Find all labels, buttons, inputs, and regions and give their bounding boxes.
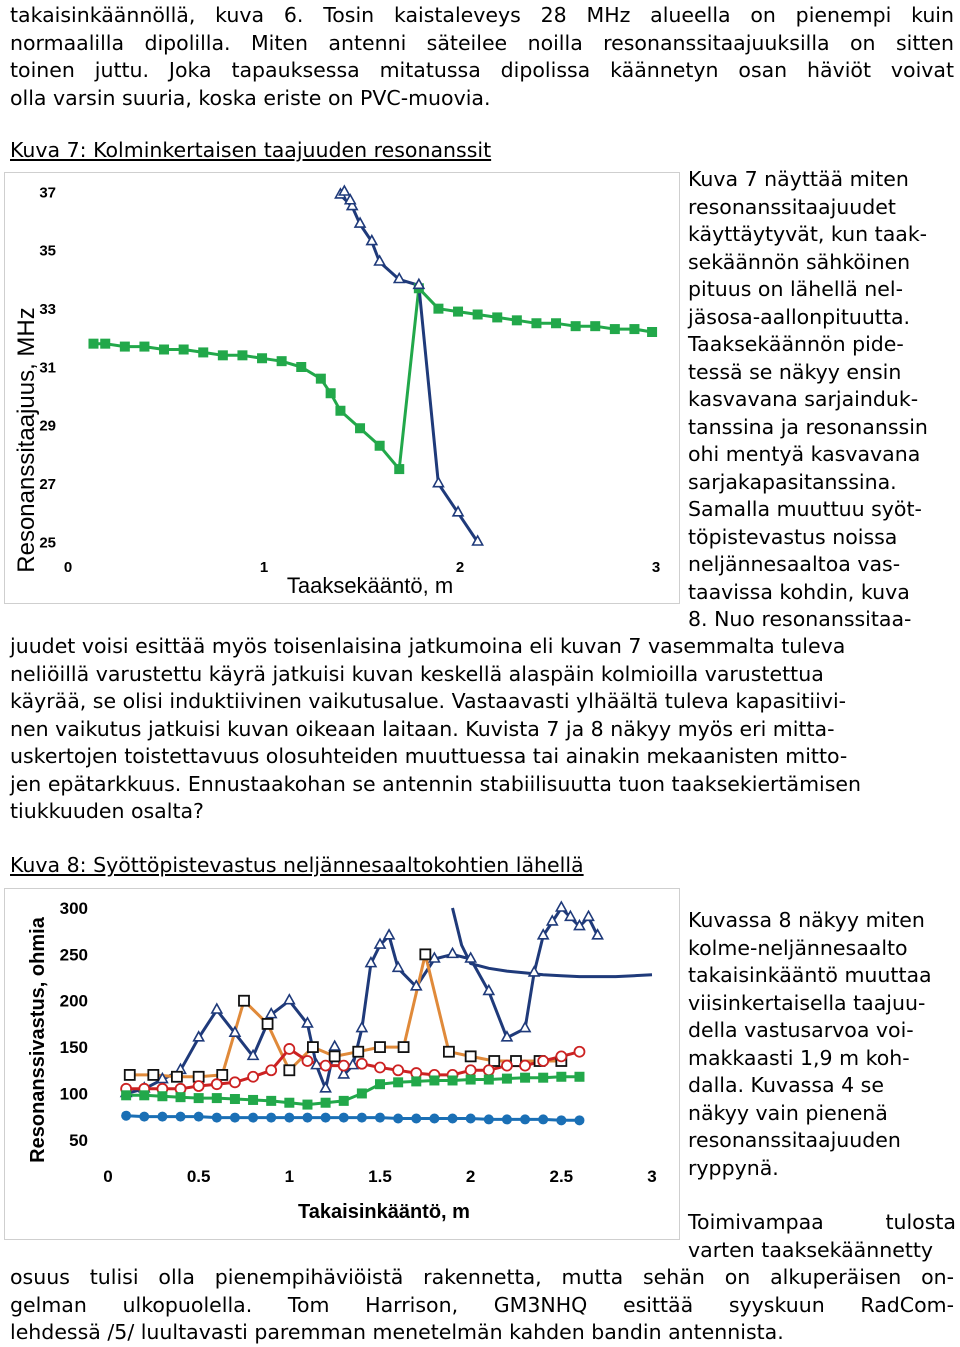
- data-point: [444, 1047, 454, 1057]
- data-point: [248, 1072, 258, 1082]
- data-point: [248, 1113, 258, 1123]
- y-tick-label: 300: [59, 898, 88, 918]
- chart-7-frame: [5, 173, 680, 604]
- data-point: [120, 342, 130, 352]
- data-point: [179, 345, 189, 355]
- data-point: [551, 318, 561, 328]
- data-point: [484, 1075, 494, 1085]
- side-line: pituus on lähellä nel-: [688, 277, 904, 301]
- data-point: [330, 1051, 340, 1061]
- data-point: [647, 327, 657, 337]
- data-point: [502, 1074, 512, 1084]
- data-point: [466, 1075, 476, 1085]
- data-point: [284, 1065, 294, 1075]
- data-point: [538, 1114, 548, 1124]
- figure-7-chart: [4, 172, 680, 604]
- data-point: [520, 1114, 530, 1124]
- data-point: [357, 1059, 367, 1069]
- data-point: [159, 345, 169, 355]
- data-point: [284, 1113, 294, 1123]
- data-point: [198, 347, 208, 357]
- x-tick-label: 3: [651, 559, 661, 576]
- data-point: [339, 1096, 349, 1106]
- side-line: Toimivampaa tulosta: [688, 1210, 956, 1234]
- figure-7-caption: Kuva 7: Kolminkertaisen taajuuden resonanssit: [10, 138, 492, 162]
- side-line: ryppynä.: [688, 1155, 779, 1180]
- data-point: [321, 1098, 331, 1108]
- data-point: [212, 1093, 222, 1103]
- mid-line: uskertojen toistettavuus olosuhteiden muuttuessa tai ainakin mekaanisten mitto-: [10, 744, 848, 768]
- data-point: [139, 342, 149, 352]
- data-point: [453, 307, 463, 317]
- intro-line: toinen juttu. Joka tapauksessa mitatussa dipolissa käännetyn osan häviöt voivat: [10, 58, 954, 82]
- data-point: [266, 1113, 276, 1123]
- data-point: [610, 324, 620, 334]
- data-point: [399, 1042, 409, 1052]
- data-point: [473, 310, 483, 320]
- data-point: [520, 1073, 530, 1083]
- side-line: varten taaksekäännetty: [688, 1237, 934, 1262]
- y-axis-label: Resonanssivastus, ohmia: [27, 917, 49, 1163]
- side-line: 8. Nuo resonanssitaa-: [688, 607, 912, 631]
- intro-line: takaisinkäännöllä, kuva 6. Tosin kaistaleveys 28 MHz alueella on pienempi kuin: [10, 3, 954, 27]
- side-line: dalla. Kuvassa 4 se: [688, 1073, 884, 1097]
- data-point: [139, 1112, 149, 1122]
- data-point: [484, 1114, 494, 1124]
- x-tick-label: 1.5: [368, 1167, 392, 1186]
- data-point: [172, 1072, 182, 1082]
- data-point: [556, 1115, 566, 1125]
- data-point: [466, 1065, 476, 1075]
- mid-line: tiukkuuden osalta?: [10, 799, 204, 823]
- side-line: resonanssitaajuudet: [688, 194, 896, 219]
- y-axis-label: Resonanssitaajuus, MHz: [13, 307, 40, 573]
- data-point: [538, 1056, 548, 1066]
- data-point: [321, 1113, 331, 1123]
- data-point: [239, 996, 249, 1006]
- y-tick-label: 200: [59, 991, 88, 1011]
- data-point: [321, 1061, 331, 1071]
- data-point: [429, 1075, 439, 1085]
- x-axis-label: Taaksekääntö, m: [286, 573, 454, 598]
- side-line: taavissa kohdin, kuva: [688, 579, 910, 604]
- data-point: [357, 1113, 367, 1123]
- data-point: [355, 423, 365, 433]
- side-line: näkyy vain pienenä: [688, 1100, 888, 1125]
- x-tick-label: 1: [259, 559, 269, 576]
- mid-line: käyrää, se olisi induktiivinen vaikutusalue. Vastaavasti ylhäältä tuleva kapasitiivi-: [10, 689, 847, 713]
- data-point: [218, 350, 228, 360]
- y-tick-label: 37: [39, 184, 56, 202]
- outro-line: gelman ulkopuolella. Tom Harrison, GM3NHQ esittää syyskuun RadCom-: [10, 1292, 954, 1317]
- data-point: [266, 1065, 276, 1075]
- data-point: [217, 1070, 227, 1080]
- data-point: [121, 1111, 131, 1121]
- x-tick-label: 0: [63, 559, 73, 576]
- y-tick-label: 50: [69, 1130, 88, 1150]
- intro-line: olla varsin suuria, koska eriste on PVC-muovia.: [10, 85, 491, 110]
- data-point: [121, 1090, 131, 1100]
- data-point: [574, 1115, 584, 1125]
- y-tick-label: 33: [39, 300, 56, 318]
- y-tick-label: 150: [59, 1038, 88, 1058]
- data-point: [574, 1072, 584, 1082]
- data-point: [339, 1113, 349, 1123]
- y-tick-label: 31: [39, 359, 56, 377]
- data-point: [393, 1065, 403, 1075]
- data-point: [316, 374, 326, 384]
- data-point: [629, 324, 639, 334]
- data-point: [284, 1044, 294, 1054]
- data-point: [420, 949, 430, 959]
- data-point: [448, 1075, 458, 1085]
- side-line: Kuva 7 näyttää miten: [688, 167, 909, 191]
- figure-8-caption: Kuva 8: Syöttöpistevastus neljännesaaltokohtien lähellä: [10, 853, 584, 877]
- side-line: sarjakapasitanssina.: [688, 469, 897, 494]
- data-point: [302, 1100, 312, 1110]
- data-point: [157, 1091, 167, 1101]
- side-line: sekäännön sähköinen: [688, 249, 911, 274]
- data-point: [375, 1062, 385, 1072]
- data-point: [237, 350, 247, 360]
- data-point: [590, 321, 600, 331]
- x-tick-label: 3: [647, 1167, 657, 1186]
- side-line: tanssina ja resonanssin: [688, 414, 928, 439]
- data-point: [393, 1113, 403, 1123]
- side-line: käyttäytyvät, kun taak-: [688, 222, 928, 246]
- side-line: della vastusarvoa voi-: [688, 1018, 914, 1042]
- side-line: jäsosa-aallonpituutta.: [688, 304, 911, 329]
- mid-line: neliöillä varustettu käyrä jatkuisi kuvan keskellä alaspäin kolmioilla varustettua: [10, 661, 824, 686]
- data-point: [212, 1113, 222, 1123]
- side-line: kolme-neljännesaalto: [688, 935, 908, 960]
- data-point: [230, 1094, 240, 1104]
- data-point: [194, 1112, 204, 1122]
- data-point: [411, 1113, 421, 1123]
- y-tick-label: 250: [59, 945, 88, 965]
- data-point: [574, 1047, 584, 1057]
- figure-7-side-text: [688, 166, 956, 634]
- data-point: [212, 1079, 222, 1089]
- side-line: neljännesaaltoa vas-: [688, 552, 901, 576]
- y-tick-label: 27: [39, 475, 56, 493]
- data-point: [139, 1090, 149, 1100]
- y-tick-label: 25: [39, 534, 56, 552]
- data-point: [466, 1113, 476, 1123]
- data-point: [538, 1073, 548, 1083]
- side-line: makkaasti 1,9 m koh-: [688, 1045, 910, 1070]
- data-point: [375, 441, 385, 451]
- data-point: [394, 464, 404, 474]
- data-point: [194, 1081, 204, 1091]
- data-point: [266, 1096, 276, 1106]
- data-point: [302, 1113, 312, 1123]
- y-tick-label: 35: [39, 242, 56, 260]
- data-point: [335, 406, 345, 416]
- y-tick-label: 29: [39, 417, 56, 435]
- data-point: [277, 356, 287, 366]
- side-line: Taaksekäännön pide-: [688, 332, 904, 356]
- data-point: [556, 1072, 566, 1082]
- data-point: [502, 1114, 512, 1124]
- data-point: [326, 388, 336, 398]
- data-point: [176, 1112, 186, 1122]
- x-tick-label: 1: [284, 1167, 295, 1186]
- side-line: tessä se näkyy ensin: [688, 359, 902, 384]
- mid-line: jen epätarkkuus. Ennustaakohan se antennin stabiilisuutta tuon taaksekiertämisen: [10, 771, 862, 796]
- data-point: [375, 1113, 385, 1123]
- mid-line: nen vaikutus jatkuisi kuvan oikeaan laitaan. Kuvista 7 ja 8 näkyy myös eri mitta-: [10, 716, 835, 741]
- figure-8-side-text: [688, 907, 956, 1182]
- data-point: [512, 315, 522, 325]
- data-point: [448, 1113, 458, 1123]
- chart-7-svg: [4, 172, 680, 604]
- x-tick-label: 2.5: [549, 1167, 574, 1186]
- data-point: [230, 1113, 240, 1123]
- data-point: [263, 1019, 273, 1029]
- data-point: [100, 339, 110, 349]
- data-point: [520, 1061, 530, 1071]
- data-point: [571, 321, 581, 331]
- side-line: viisinkertaisella taajuu-: [688, 990, 926, 1015]
- data-point: [433, 304, 443, 314]
- data-point: [375, 1042, 385, 1052]
- data-point: [157, 1112, 167, 1122]
- chart-8-svg: [4, 888, 680, 1240]
- data-point: [429, 1113, 439, 1123]
- data-point: [257, 353, 267, 363]
- x-tick-label: 2: [455, 559, 465, 576]
- x-tick-label: 0: [103, 1167, 113, 1186]
- outro-line: osuus tulisi olla pienempihäviöistä rakennetta, mutta sehän on alkuperäisen on-: [10, 1265, 954, 1289]
- figure-8-chart: [4, 888, 680, 1240]
- data-point: [357, 1088, 367, 1098]
- data-point: [296, 362, 306, 372]
- side-line: kasvavana sarjainduk-: [688, 387, 919, 411]
- data-point: [302, 1056, 312, 1066]
- data-point: [492, 312, 502, 322]
- x-axis-label: Takaisinkääntö, m: [298, 1201, 470, 1223]
- outro-line: lehdessä /5/ luultavasti paremman menetelmän kahden bandin antennista.: [10, 1320, 784, 1344]
- data-point: [194, 1093, 204, 1103]
- x-tick-label: 2: [465, 1167, 476, 1186]
- outro-paragraph: [10, 1264, 954, 1347]
- data-point: [230, 1077, 240, 1087]
- data-point: [411, 1076, 421, 1086]
- data-point: [484, 1065, 494, 1075]
- intro-line: normaalilla dipolilla. Miten antenni säteilee noilla resonanssitaajuuksilla on sitten: [10, 30, 954, 55]
- intro-paragraph: [10, 2, 954, 112]
- data-point: [375, 1079, 385, 1089]
- data-point: [248, 1095, 258, 1105]
- data-point: [502, 1061, 512, 1071]
- data-point: [393, 1077, 403, 1087]
- data-point: [308, 1042, 318, 1052]
- side-line: Samalla muuttuu syöt-: [688, 497, 922, 521]
- mid-line: juudet voisi esittää myös toisenlaisina jatkumoina eli kuvan 7 vasemmalta tuleva: [10, 634, 846, 658]
- side-line: ohi mentyä kasvavana: [688, 442, 921, 466]
- side-line: Kuvassa 8 näkyy miten: [688, 908, 925, 932]
- side-line: töpistevastus noissa: [688, 524, 898, 549]
- data-point: [466, 1051, 476, 1061]
- data-point: [489, 1056, 499, 1066]
- data-point: [284, 1098, 294, 1108]
- data-point: [556, 1051, 566, 1061]
- y-tick-label: 100: [59, 1084, 88, 1104]
- data-point: [88, 339, 98, 349]
- middle-paragraph: [10, 633, 954, 826]
- data-point: [125, 1070, 135, 1080]
- data-point: [148, 1070, 158, 1080]
- side-line: resonanssitaajuuden: [688, 1128, 901, 1152]
- data-point: [339, 1061, 349, 1071]
- data-point: [176, 1092, 186, 1102]
- x-tick-label: 0.5: [186, 1167, 211, 1186]
- side-line: takaisinkääntö muuttaa: [688, 963, 932, 987]
- data-point: [353, 1047, 363, 1057]
- figure-8-side-text-2: [688, 1209, 956, 1264]
- data-point: [531, 318, 541, 328]
